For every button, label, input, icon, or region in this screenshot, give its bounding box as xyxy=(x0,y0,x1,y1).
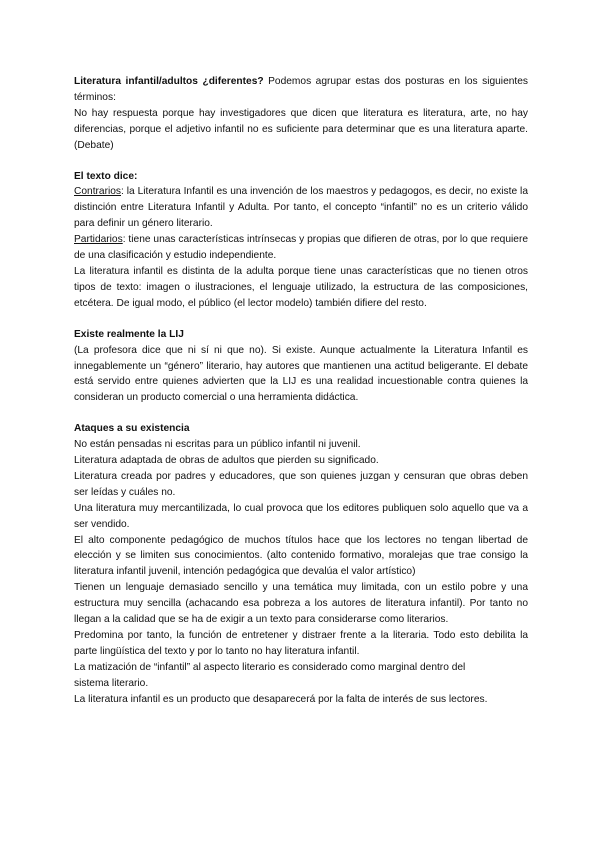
ataques-item: Literatura adaptada de obras de adultos que pierden su significado. xyxy=(74,455,379,467)
intro-heading: Literatura infantil/adultos ¿diferentes? xyxy=(74,76,264,87)
ataques-item: No están pensadas ni escritas para un público infantil ni juvenil. xyxy=(74,439,361,451)
contrarios-text: : la Literatura Infantil es una invención de los maestros y pedagogos, es decir, no existe la distinción entre Literatura Infantil y Adulta. Por tanto, el concepto “infantil” no es un criterio válido para definir un género literario. xyxy=(74,186,528,230)
ataques-section xyxy=(74,421,528,707)
intro-paragraph xyxy=(74,74,528,106)
texto-dice-section xyxy=(74,169,528,312)
partidarios-paragraph xyxy=(74,232,528,264)
ataques-item: sistema literario. xyxy=(74,677,149,689)
texto-dice-heading: El texto dice: xyxy=(74,170,138,182)
ataques-item: Una literatura muy mercantilizada, lo cual provoca que los editores publiquen solo aquello que va a ser vendido. xyxy=(74,502,528,530)
ataques-item: La literatura infantil es un producto que desaparecerá por la falta de interés de sus lectores. xyxy=(74,693,488,705)
ataques-item: Predomina por tanto, la función de entretener y distraer frente a la literaria. Todo esto debilita la parte lingüística del texto y por lo tanto no hay literatura infantil. xyxy=(74,630,528,657)
ataques-item: La matización de “infantil” al aspecto literario es considerado como marginal dentro del xyxy=(74,661,466,673)
texto-dice-paragraph: La literatura infantil es distinta de la adulta porque tiene unas características que no tienen otros tipos de texto: imagen o ilustraciones, el lenguaje utilizado, la estructura de las composiciones, etcétera. De igual modo, el público (el lector modelo) también difiere del resto. xyxy=(74,265,528,309)
existe-heading: Existe realmente la LIJ xyxy=(74,328,184,340)
ataques-item: Tienen un lenguaje demasiado sencillo y una temática muy limitada, con un estilo pobre y una estructura muy sencilla (achacando esa pobreza a los autores de literatura infantil). Por tanto no llegan a la calidad que se ha de exigir a un texto para considerarse como literarios. xyxy=(74,582,528,626)
ataques-heading: Ataques a su existencia xyxy=(74,423,190,435)
ataques-item: El alto componente pedagógico de muchos títulos hace que los lectores no tengan libertad de elección y se limiten sus conocimientos. (alto contenido formativo, moralejas que trae consigo la literatura infantil juvenil, intención pedagógica que devalúa el valor artístico) xyxy=(74,534,528,578)
existe-body: (La profesora dice que ni sí ni que no). Si existe. Aunque actualmente la Literatura Infantil es innegablemente un “género” literario, hay autores que mantienen una actitud beligerante. El debate está servido entre quienes advierten que la LIJ es una realidad incuestionable contra quienes la consideran un producto comercial o una herramienta didáctica. xyxy=(74,344,528,404)
existe-section xyxy=(74,327,528,407)
contrarios-label: Contrarios xyxy=(74,186,121,198)
intro-body: No hay respuesta porque hay investigadores que dicen que literatura es literatura, arte, no hay diferencias, porque el adjetivo infantil no es suficiente para determinar que es una literatura aparte. (Debate) xyxy=(74,107,528,151)
intro-section xyxy=(74,74,528,154)
contrarios-paragraph xyxy=(74,184,528,232)
intro-heading-rest: Podemos agrupar estas dos posturas en los siguientes términos: xyxy=(74,76,528,103)
partidarios-text: : tiene unas características intrínsecas y propias que difieren de otras, por lo que requiere de una clasificación y estudio independiente. xyxy=(74,234,528,262)
partidarios-label: Partidarios xyxy=(74,234,123,246)
ataques-item: Literatura creada por padres y educadores, que son quienes juzgan y censuran que obras deben ser leídas y cuáles no. xyxy=(74,470,528,498)
